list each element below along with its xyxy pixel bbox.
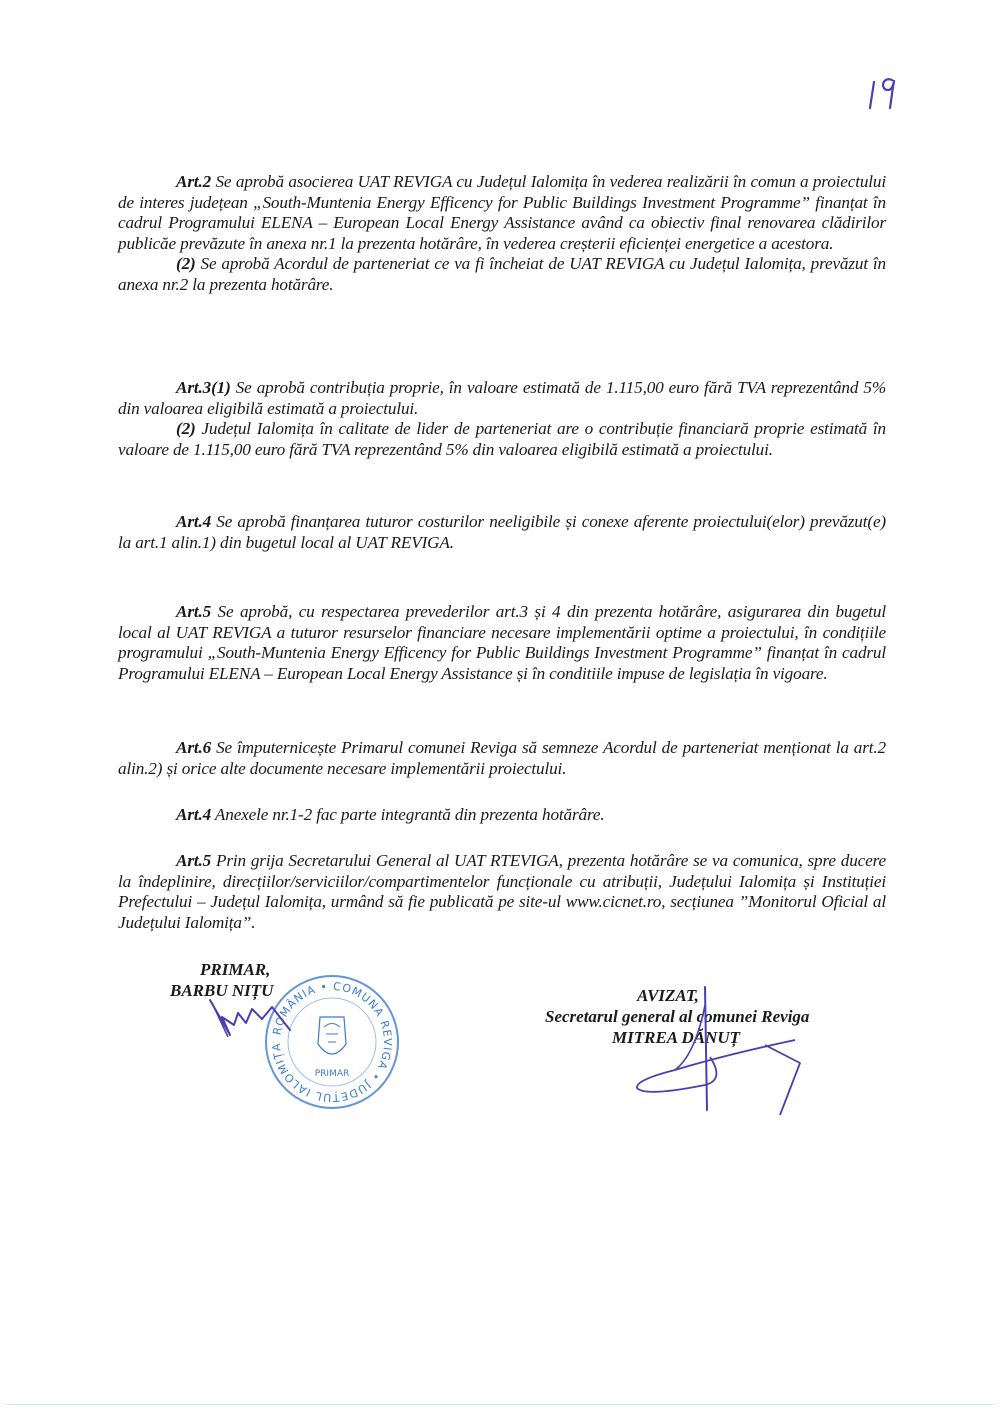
stamp-center-text: PRIMAR: [314, 1069, 350, 1079]
article-2-text: Se aprobă asocierea UAT REVIGA cu Județul Ialomița în vederea realizării în comun a proiectului de interes județean „South-Muntenia Energy Efficency for Public Buildings Investment Programme” finanțat în cadrul Programului ELENA – European Local Energy Assistance având ca obiectiv final renovarea clădirilor publicăe prevăzute în anexa nr.1 la prezenta hotărâre, în vederea creșterii eficienței energetice a acestora.: [118, 172, 886, 253]
article-4: [118, 512, 886, 553]
article-2: [118, 172, 886, 296]
mayor-signature: [200, 995, 310, 1060]
secretary-name: MITREA DĂNUȚ: [612, 1028, 740, 1047]
article-5-text: Se aprobă, cu respectarea prevederilor art.3 și 4 din prezenta hotărâre, asigurarea din bugetul local al UAT REVIGA a tuturor resurselor financiare necesare implementării optime a proiectului, în condițiile programului „South-Muntenia Energy Efficency for Public Buildings Investment Programme” finanțat în cadrul Programului ELENA – European Local Energy Assistance și în conditiile impuse de legislația în vigoare.: [118, 602, 886, 683]
article-communication-text: Prin grija Secretarului General al UAT RTEVIGA, prezenta hotărâre se va comunica, spre ducere la îndeplinire, direcțiilor/serviciilor/compartimentelor funcționale cu atribuții, Județului Ialomița și Instituției Prefectului – Județul Ialomița, urmând să fie publicată pe site-ul www.cicnet.ro, secțiunea ”Monitorul Oficial al Județului Ialomița”.: [118, 851, 886, 932]
article-4-text: Se aprobă finanțarea tuturor costurilor neeligibile și conexe aferente proiectului(elor) prevăzut(e) la art.1 alin.1) din bugetul local al UAT REVIGA.: [118, 512, 886, 552]
article-communication: [118, 851, 886, 933]
article-6-text: Se împuternicește Primarul comunei Reviga să semneze Acordul de parteneriat menționat la art.2 alin.2) și orice alte documente necesare implementării proiectului.: [118, 738, 886, 778]
secretary-role: Secretarul general al comunei Reviga: [545, 1007, 810, 1026]
article-3-text: Se aprobă contribuția proprie, în valoare estimată de 1.115,00 euro fără TVA reprezentând 5% din valoarea eligibilă estimată a proiectului.: [118, 378, 886, 418]
secretary-signature-drawing: [615, 985, 815, 1120]
article-3: [118, 378, 886, 460]
handwritten-page-number: [862, 70, 912, 125]
article-3-para-2-label: (2): [176, 419, 196, 439]
mayor-name: BARBU NIȚU: [170, 981, 274, 1000]
article-6-label: Art.6: [176, 738, 212, 757]
article-6: [118, 738, 886, 779]
article-3-para-2-text: Județul Ialomița în calitate de lider de parteneriat are o contribuție financiară proprie estimată în valoare de 1.115,00 euro fără TVA reprezentând 5% din valoarea eligibilă estimată a proiectului.: [118, 419, 886, 459]
svg-text:ROMÂNIA • COMUNA REVIGA • JUDE: ROMÂNIA • COMUNA REVIGA • JUDEȚUL IALOMIȚA: [269, 979, 395, 1105]
mayor-title: PRIMAR,: [200, 960, 271, 979]
secretary-signature: [615, 985, 815, 1125]
approval-title: AVIZAT,: [637, 986, 699, 1005]
page-bottom-edge-line: [5, 1404, 995, 1405]
article-annexes-label: Art.4: [176, 805, 212, 824]
mayor-signature-drawing: [200, 995, 310, 1055]
article-5: [118, 602, 886, 684]
article-4-label: Art.4: [176, 512, 212, 531]
page-number-handwriting: [862, 70, 912, 120]
article-annexes-text: Anexele nr.1-2 fac parte integrantă din prezenta hotărâre.: [211, 805, 605, 824]
article-annexes: [118, 805, 886, 826]
article-5-label: Art.5: [176, 602, 212, 621]
article-2-para-2-text: Se aprobă Acordul de parteneriat ce va fi încheiat de UAT REVIGA cu Județul Ialomița, prevăzut în anexa nr.2 la prezenta hotărâre.: [118, 254, 886, 294]
article-2-label: Art.2: [176, 172, 212, 191]
article-communication-label: Art.5: [176, 851, 212, 870]
article-3-label: Art.3(1): [176, 378, 231, 397]
article-2-para-2-label: (2): [176, 254, 196, 274]
